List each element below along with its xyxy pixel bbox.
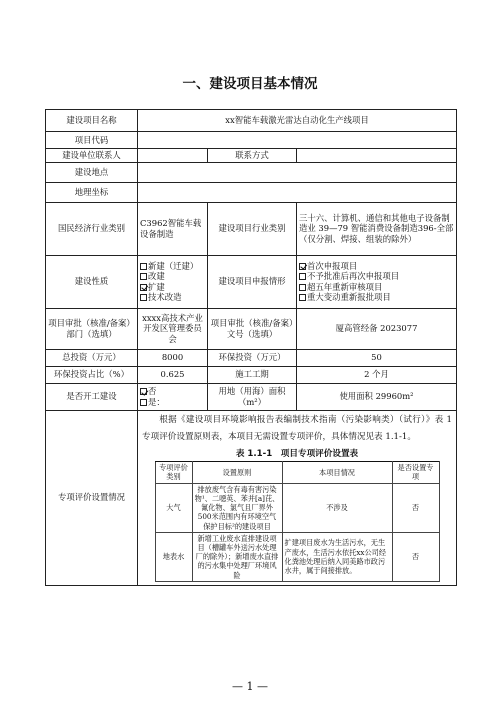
started-option-yes[interactable]: 是： xyxy=(140,397,205,408)
industry-label: 国民经济行业类别 xyxy=(46,202,138,255)
env-investment-label: 环保投资（万元） xyxy=(208,349,297,366)
special-label: 专项评价设置情况 xyxy=(46,410,138,585)
basic-info-table xyxy=(45,109,457,586)
row-category: 大气 xyxy=(155,483,192,532)
row-location xyxy=(46,162,457,182)
special-eval-table xyxy=(155,461,440,582)
investment-value: 8000 xyxy=(138,349,208,366)
header-category: 专项评价类别 xyxy=(155,462,192,483)
row-setting: 否 xyxy=(392,483,439,532)
row-setting: 否 xyxy=(392,532,439,581)
approval-no-label: 项目审批（核准/备案）文号（选填） xyxy=(208,308,297,349)
checkbox-icon xyxy=(299,294,306,301)
contact-label: 建设单位联系人 xyxy=(46,149,138,163)
special-content xyxy=(138,410,457,585)
table-row xyxy=(155,483,439,532)
row-principle: 新增工业废水直排建设项目（槽罐车外送污水处理厂的除外）；新增废水直排的污水集中处理厂环境风险 xyxy=(192,532,282,581)
started-options xyxy=(138,383,208,410)
checkbox-checked-icon xyxy=(140,284,147,291)
row-approval xyxy=(46,308,457,349)
checkbox-checked-icon xyxy=(140,388,147,395)
project-code-label: 项目代码 xyxy=(46,132,138,149)
declare-option-five-years[interactable]: 超五年重新审核项目 xyxy=(299,282,454,293)
header-principle: 设置原则 xyxy=(192,462,282,483)
row-project-name xyxy=(46,110,457,132)
special-paragraph: 根据《建设项目环境影响报告表编制技术指南（污染影响类）（试行）》表 1 专项评价设置原则表，本项目无需设置专项评价，具体情况见表 1.1-1。 xyxy=(142,414,452,442)
industry-value: C3962智能车载设备制造 xyxy=(138,202,208,255)
contact-method-label: 联系方式 xyxy=(208,149,297,163)
investment-label: 总投资（万元） xyxy=(46,349,138,366)
row-industry xyxy=(46,202,457,255)
project-code-value xyxy=(138,132,457,149)
project-name-value: xx智能车载激光雷达自动化生产线项目 xyxy=(138,110,457,132)
declare-option-first[interactable]: 首次申报项目 xyxy=(299,261,454,272)
approval-dept-label: 项目审批（核准/备案）部门（选填） xyxy=(46,308,138,349)
nature-option-tech[interactable]: 技术改造 xyxy=(140,292,205,303)
approval-no-value: 厦高管经备 2023077 xyxy=(297,308,457,349)
row-coords xyxy=(46,182,457,202)
duration-value: 2 个月 xyxy=(297,366,457,383)
row-nature xyxy=(46,255,457,308)
declare-option-major-change[interactable]: 重大变动重新报批项目 xyxy=(299,292,454,303)
sub-table-header xyxy=(155,462,439,483)
checkbox-icon xyxy=(140,263,147,270)
declare-option-redeclare[interactable]: 不予批准后再次申报项目 xyxy=(299,271,454,282)
page-title: 一、建设项目基本情况 xyxy=(182,76,318,92)
started-option-no[interactable]: 否 xyxy=(140,386,205,397)
row-situation: 扩建项目废水为生活污水，无生产废水，生活污水依托xx公司经化粪池处理后纳入同美路市政污水井，属于间接排放。 xyxy=(282,532,392,581)
checkbox-icon xyxy=(299,273,306,280)
nature-options xyxy=(138,255,208,308)
row-special xyxy=(46,410,457,585)
checkbox-icon xyxy=(140,399,147,406)
duration-label: 施工工期 xyxy=(208,366,297,383)
row-contact xyxy=(46,149,457,163)
location-value xyxy=(138,162,457,182)
location-label: 建设地点 xyxy=(46,162,138,182)
ratio-value: 0.625 xyxy=(138,366,208,383)
contact-value xyxy=(138,149,208,163)
header-setting: 是否设置专项 xyxy=(392,462,439,483)
coords-label: 地理坐标 xyxy=(46,182,138,202)
approval-dept-value: xxxx高技术产业开发区管理委员会 xyxy=(138,308,208,349)
row-situation: 不涉及 xyxy=(282,483,392,532)
header-situation: 本项目情况 xyxy=(282,462,392,483)
industry-category-label: 建设项目行业类别 xyxy=(208,202,297,255)
declare-options xyxy=(297,255,457,308)
land-area-label: 用地（用海）面积（m²） xyxy=(208,383,297,410)
page-number: — 1 — xyxy=(232,680,268,693)
nature-label: 建设性质 xyxy=(46,255,138,308)
checkbox-icon xyxy=(140,273,147,280)
industry-category-value: 三十六、计算机、通信和其他电子设备制造业 39—79 智能消费设备制造396-全部（仅分割、焊接、组装的除外） xyxy=(297,202,457,255)
declare-label: 建设项目申报情形 xyxy=(208,255,297,308)
started-label: 是否开工建设 xyxy=(46,383,138,410)
row-project-code xyxy=(46,132,457,149)
coords-value xyxy=(138,182,457,202)
row-category: 地表水 xyxy=(155,532,192,581)
contact-method-value xyxy=(297,149,457,163)
row-investment xyxy=(46,349,457,366)
row-ratio xyxy=(46,366,457,383)
land-area-value: 使用面积 29960m² xyxy=(297,383,457,410)
checkbox-checked-icon xyxy=(299,263,306,270)
row-started xyxy=(46,383,457,410)
env-investment-value: 50 xyxy=(297,349,457,366)
row-principle: 排放废气含有毒有害污染物¹、二噁英、苯并[a]芘、氰化物、氯气且厂界外500米范围内有环境空气保护目标²的建设项目 xyxy=(192,483,282,532)
table-row xyxy=(155,532,439,581)
nature-option-rebuild[interactable]: 改建 xyxy=(140,271,205,282)
sub-table-title: 表 1.1-1 项目专项评价设置表 xyxy=(235,448,359,459)
ratio-label: 环保投资占比（%） xyxy=(46,366,138,383)
checkbox-icon xyxy=(140,294,147,301)
checkbox-icon xyxy=(299,284,306,291)
project-name-label: 建设项目名称 xyxy=(46,110,138,132)
nature-option-new[interactable]: 新建（迁建） xyxy=(140,261,205,272)
nature-option-expand[interactable]: 扩建 xyxy=(140,282,205,293)
